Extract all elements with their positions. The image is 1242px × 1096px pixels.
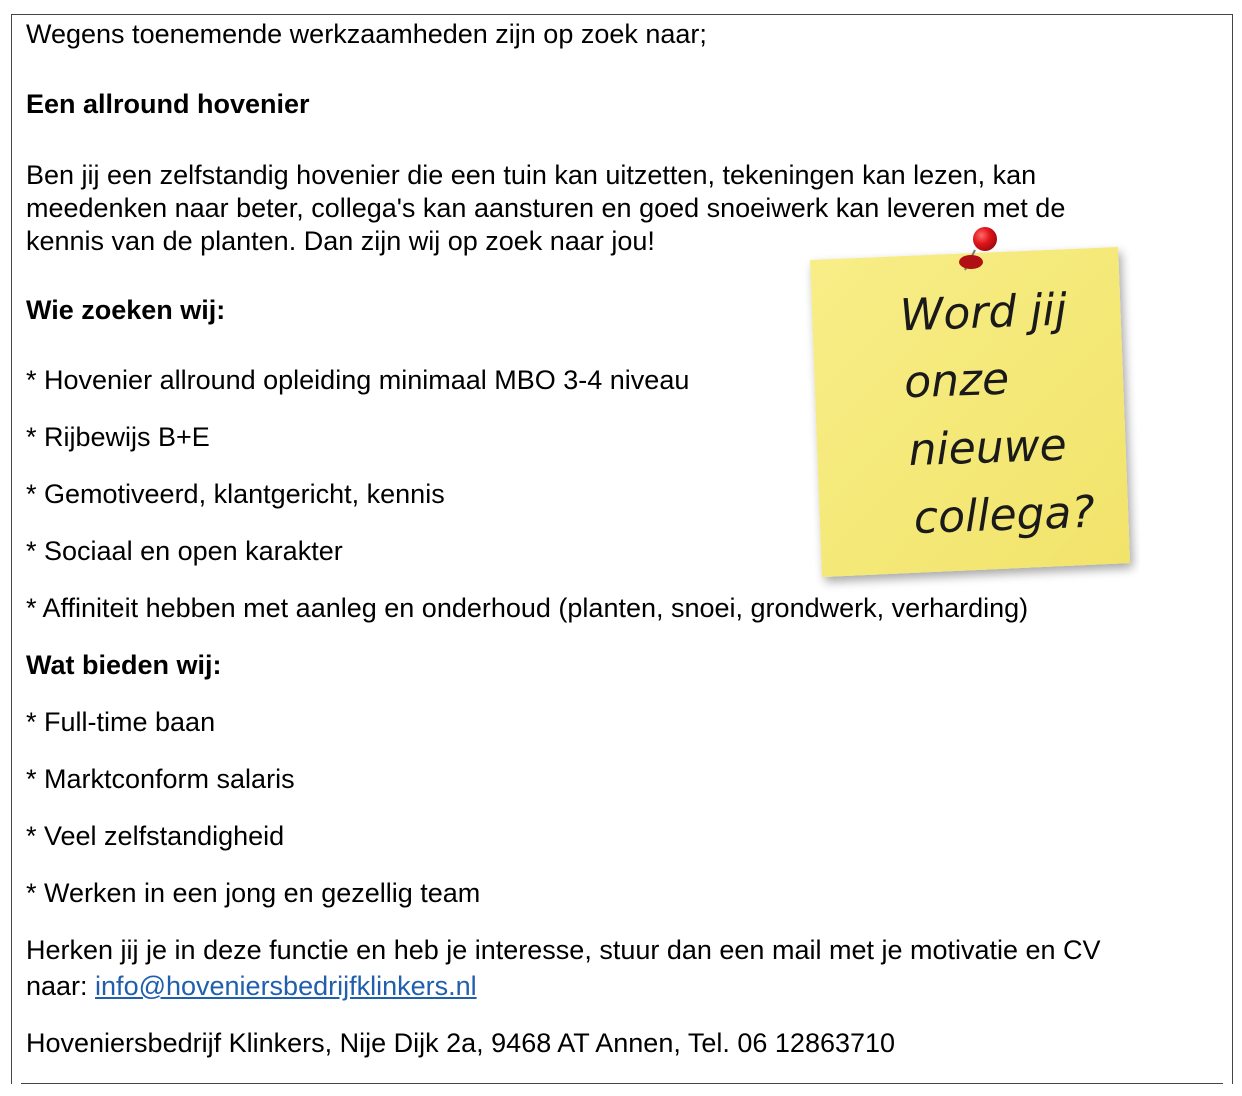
note-line-3: nieuwe <box>907 419 1068 477</box>
note-line-4: collega? <box>913 486 1096 545</box>
apply-text: Herken jij je in deze functie en heb je interesse, stuur dan een mail met je motivatie en CV <box>26 935 1101 965</box>
requirement-item: * Gemotiveerd, klantgericht, kennis <box>26 479 445 509</box>
offer-item: * Werken in een jong en gezellig team <box>26 878 481 908</box>
note-line-1: Word jij <box>898 284 1068 342</box>
note-line-2: onze <box>903 353 1010 409</box>
offer-item: * Veel zelfstandigheid <box>26 821 285 851</box>
requirements-heading: Wie zoeken wij: <box>26 295 226 325</box>
requirement-item: * Rijbewijs B+E <box>26 422 210 452</box>
bottom-divider <box>21 1083 1223 1084</box>
offer-item: * Marktconform salaris <box>26 764 295 794</box>
description-line-1: Ben jij een zelfstandig hovenier die een tuin kan uitzetten, tekeningen kan lezen, kan <box>26 160 1037 190</box>
offer-heading: Wat bieden wij: <box>26 650 222 680</box>
job-title: Een allround hovenier <box>26 89 310 119</box>
intro-text: Wegens toenemende werkzaamheden zijn op zoek naar; <box>26 19 707 49</box>
email-link[interactable]: info@hoveniersbedrijfklinkers.nl <box>95 971 477 1001</box>
requirement-item: * Hovenier allround opleiding minimaal MBO 3-4 niveau <box>26 365 690 395</box>
apply-line-2 <box>26 970 477 1003</box>
sticky-note-image <box>800 225 1140 595</box>
company-footer: Hoveniersbedrijf Klinkers, Nije Dijk 2a, 9468 AT Annen, Tel. 06 12863710 <box>26 1028 896 1058</box>
description-line-3: kennis van de planten. Dan zijn wij op zoek naar jou! <box>26 226 655 256</box>
requirement-item: * Sociaal en open karakter <box>26 536 343 566</box>
description-line-2: meedenken naar beter, collega's kan aansturen en goed snoeiwerk kan leveren met de <box>26 193 1066 223</box>
offer-item: * Full-time baan <box>26 707 216 737</box>
sticky-note <box>800 225 1140 595</box>
requirement-item: * Affiniteit hebben met aanleg en onderhoud (planten, snoei, grondwerk, verharding) <box>26 593 1029 623</box>
apply-prefix: naar: <box>26 971 96 1001</box>
